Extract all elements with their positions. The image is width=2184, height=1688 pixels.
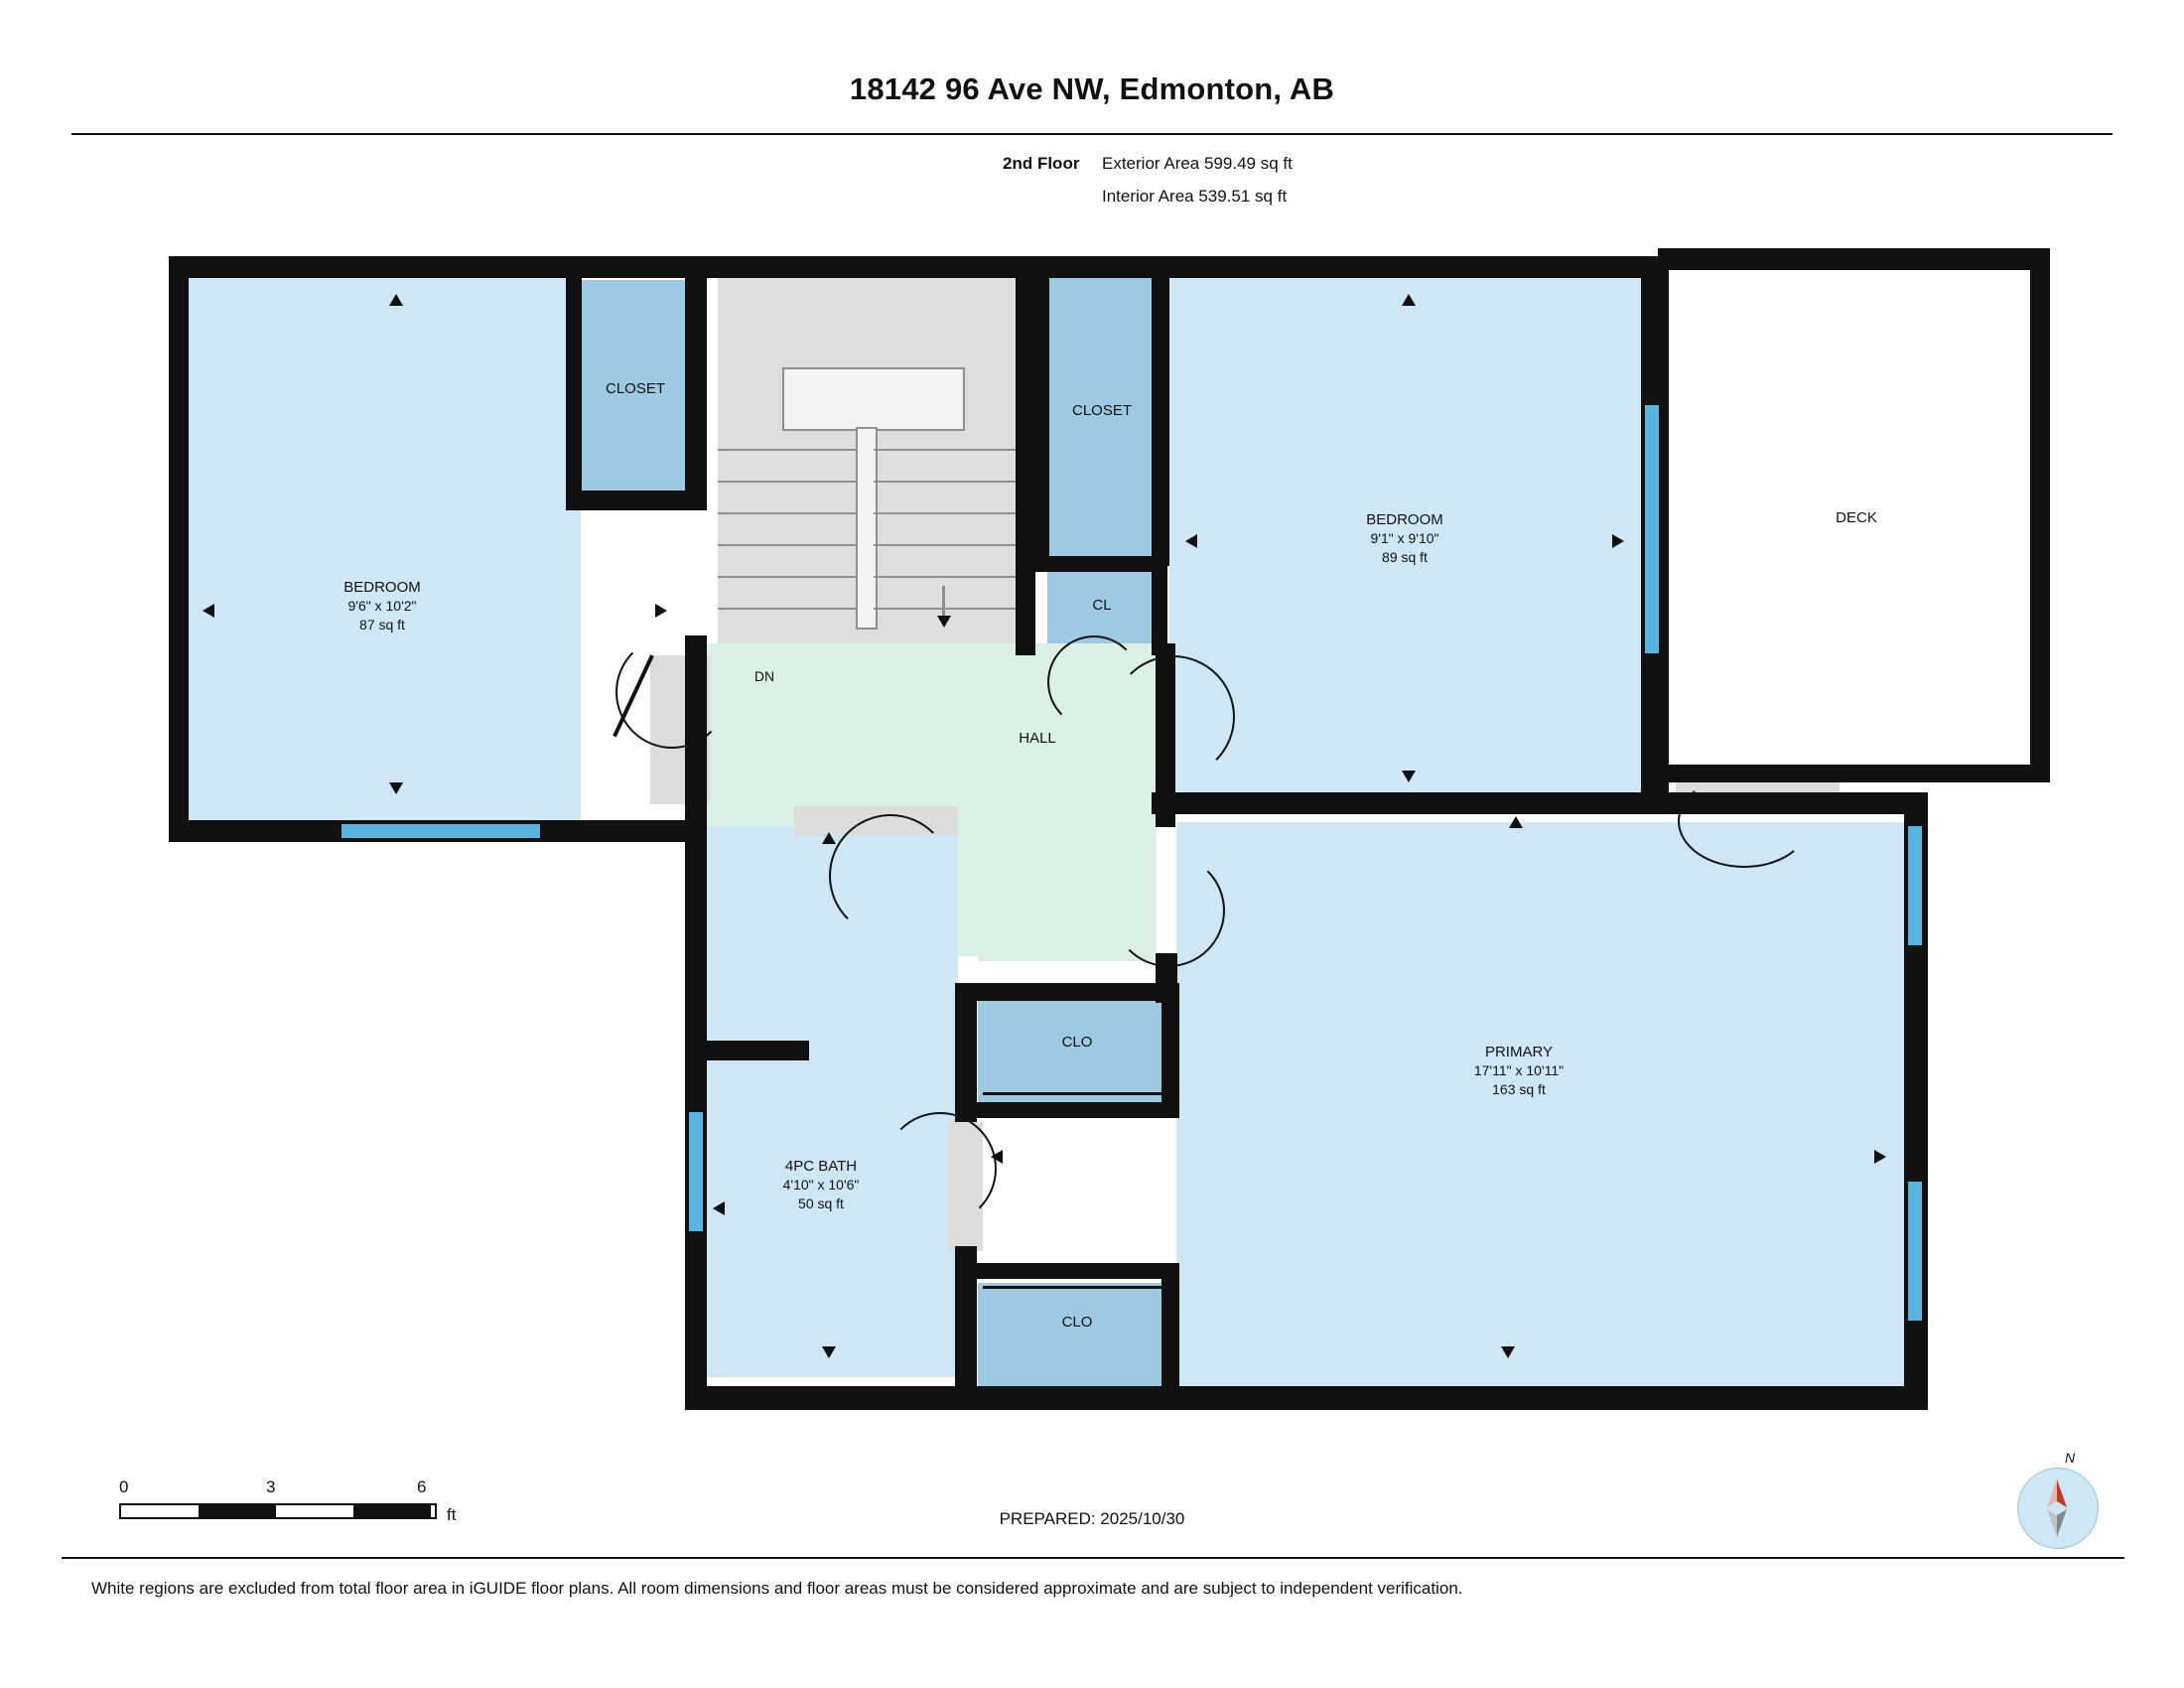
page-title: 18142 96 Ave NW, Edmonton, AB	[849, 71, 1335, 106]
room-fill-primary	[1176, 822, 1916, 1398]
stair-tread-8	[874, 481, 1016, 483]
wall-cl-right	[1152, 556, 1167, 655]
arrow-bedroom-left-left	[203, 604, 214, 618]
exterior-area: Exterior Area 599.49 sq ft	[1102, 154, 1293, 173]
label-deck-name: DECK	[1836, 509, 1877, 526]
room-fill-bedroom-left	[184, 270, 581, 826]
label-bedroom-left	[278, 578, 486, 634]
scale-ticks	[119, 1477, 437, 1499]
label-bedroom-right-area: 89 sq ft	[1382, 549, 1428, 565]
scale-tick-1: 3	[266, 1477, 276, 1496]
closet-rod-upper	[983, 1092, 1171, 1095]
arrow-bedroom-left-down	[389, 782, 403, 794]
stair-tread-5	[718, 576, 857, 578]
scale-tick-0: 0	[119, 1477, 129, 1496]
stair-down-arrow	[937, 616, 951, 628]
label-hall-name: HALL	[1019, 730, 1056, 747]
label-primary-area: 163 sq ft	[1492, 1081, 1546, 1097]
stair-tread-11	[874, 576, 1016, 578]
stair-tread-1	[718, 449, 857, 451]
wall-clo-lower-top	[955, 1263, 1179, 1279]
door-bedroom-right	[1112, 655, 1235, 778]
label-deck	[1777, 508, 1936, 527]
label-clo-upper-name: CLO	[1061, 1034, 1093, 1051]
label-primary-name: PRIMARY	[1484, 1044, 1554, 1060]
closet-rod-lower	[983, 1286, 1171, 1289]
arrow-closet-right-left	[1185, 534, 1197, 548]
wall-top-left	[169, 256, 1658, 278]
disclaimer-text: White regions are excluded from total floor area in iGUIDE floor plans. All room dimensions and floor areas must be considered approximate and are subject to independent verification.	[91, 1579, 1463, 1598]
door-bath	[829, 814, 952, 937]
arrow-bedroom-right-right	[1612, 534, 1624, 548]
wall-clo-upper-bottom	[955, 1102, 1179, 1118]
wall-deck-right	[2030, 248, 2050, 782]
label-bedroom-left-name: BEDROOM	[343, 579, 421, 596]
label-bath-dim: 4'10" x 10'6"	[782, 1177, 860, 1193]
stair-rail-upper	[782, 367, 965, 431]
door-primary	[1678, 774, 1811, 868]
stair-tread-4	[718, 544, 857, 546]
stair-tread-2	[718, 481, 857, 483]
label-bedroom-right-dim: 9'1" x 9'10"	[1370, 530, 1439, 546]
wall-bath-right-upper	[955, 983, 977, 1122]
wall-bedroom-right-bottom	[1152, 792, 1683, 814]
compass-north-label: N	[2065, 1450, 2076, 1466]
label-bath-area: 50 sq ft	[798, 1196, 844, 1211]
label-cl-name: CL	[1092, 597, 1112, 614]
label-bath-name: 4PC BATH	[784, 1158, 858, 1175]
wall-cl-top	[1035, 556, 1164, 572]
label-bedroom-left-area: 87 sq ft	[359, 617, 405, 633]
arrow-primary-up	[1509, 816, 1523, 828]
label-closet-left-name: CLOSET	[605, 380, 665, 397]
arrow-bedroom-right-up	[1402, 294, 1416, 306]
label-cl	[1052, 596, 1152, 615]
wall-closet-left-bottom	[566, 491, 705, 510]
scale-unit: ft	[447, 1505, 457, 1524]
wall-bath-stub	[685, 1041, 809, 1060]
label-closet-right	[1027, 401, 1176, 420]
arrow-primary-right	[1874, 1150, 1886, 1164]
label-closet-right-name: CLOSET	[1071, 402, 1132, 419]
arrow-bedroom-left-up	[389, 294, 403, 306]
wall-left-exterior	[169, 256, 189, 842]
label-stairs-down-text: DN	[753, 668, 775, 684]
room-fill-clo-lower	[978, 1283, 1176, 1397]
window-bedroom-left-bottom	[341, 824, 540, 838]
window-primary-right-lower	[1908, 1182, 1922, 1321]
wall-stairs-right	[1016, 268, 1035, 655]
window-primary-right-upper	[1908, 826, 1922, 945]
floor-label: 2nd Floor	[1003, 154, 1080, 173]
stair-tread-6	[718, 608, 857, 610]
stair-tread-7	[874, 449, 1016, 451]
arrow-primary-down	[1501, 1346, 1515, 1358]
label-clo-upper	[1023, 1033, 1132, 1052]
arrow-bath-down	[822, 1346, 836, 1358]
interior-area: Interior Area 539.51 sq ft	[1102, 187, 1288, 206]
door-hall-lower	[1112, 854, 1225, 967]
label-clo-lower	[1023, 1313, 1132, 1332]
stair-tread-9	[874, 512, 1016, 514]
arrow-hall-up	[822, 832, 836, 844]
compass-icon	[2005, 1450, 2115, 1559]
label-bedroom-right-name: BEDROOM	[1366, 511, 1443, 528]
wall-clo-upper-top	[955, 983, 1178, 1001]
label-clo-lower-name: CLO	[1061, 1314, 1093, 1331]
label-hall	[973, 729, 1102, 748]
window-bath-left	[689, 1112, 703, 1231]
wall-top-right	[1658, 248, 2050, 270]
window-bedroom-right-right	[1645, 405, 1659, 653]
label-bedroom-left-dim: 9'6" x 10'2"	[347, 598, 417, 614]
arrow-clo-left	[991, 1150, 1003, 1164]
label-primary-dim: 17'11" x 10'11"	[1473, 1062, 1565, 1078]
prepared-date: PREPARED: 2025/10/30	[999, 1509, 1185, 1528]
stair-tread-10	[874, 544, 1016, 546]
label-bath	[707, 1157, 935, 1213]
arrow-bedroom-right-down	[1402, 771, 1416, 782]
label-primary	[1395, 1043, 1643, 1099]
label-stairs-down	[715, 667, 814, 686]
wall-primary-bottom	[685, 1386, 1928, 1410]
arrow-bedroom-left-right	[655, 604, 667, 618]
footer-divider	[62, 1557, 2124, 1559]
stair-rail-middle	[856, 427, 878, 630]
scale-tick-2: 6	[417, 1477, 427, 1496]
label-bedroom-right	[1291, 510, 1519, 567]
label-closet-left	[561, 379, 710, 398]
stair-tread-3	[718, 512, 857, 514]
